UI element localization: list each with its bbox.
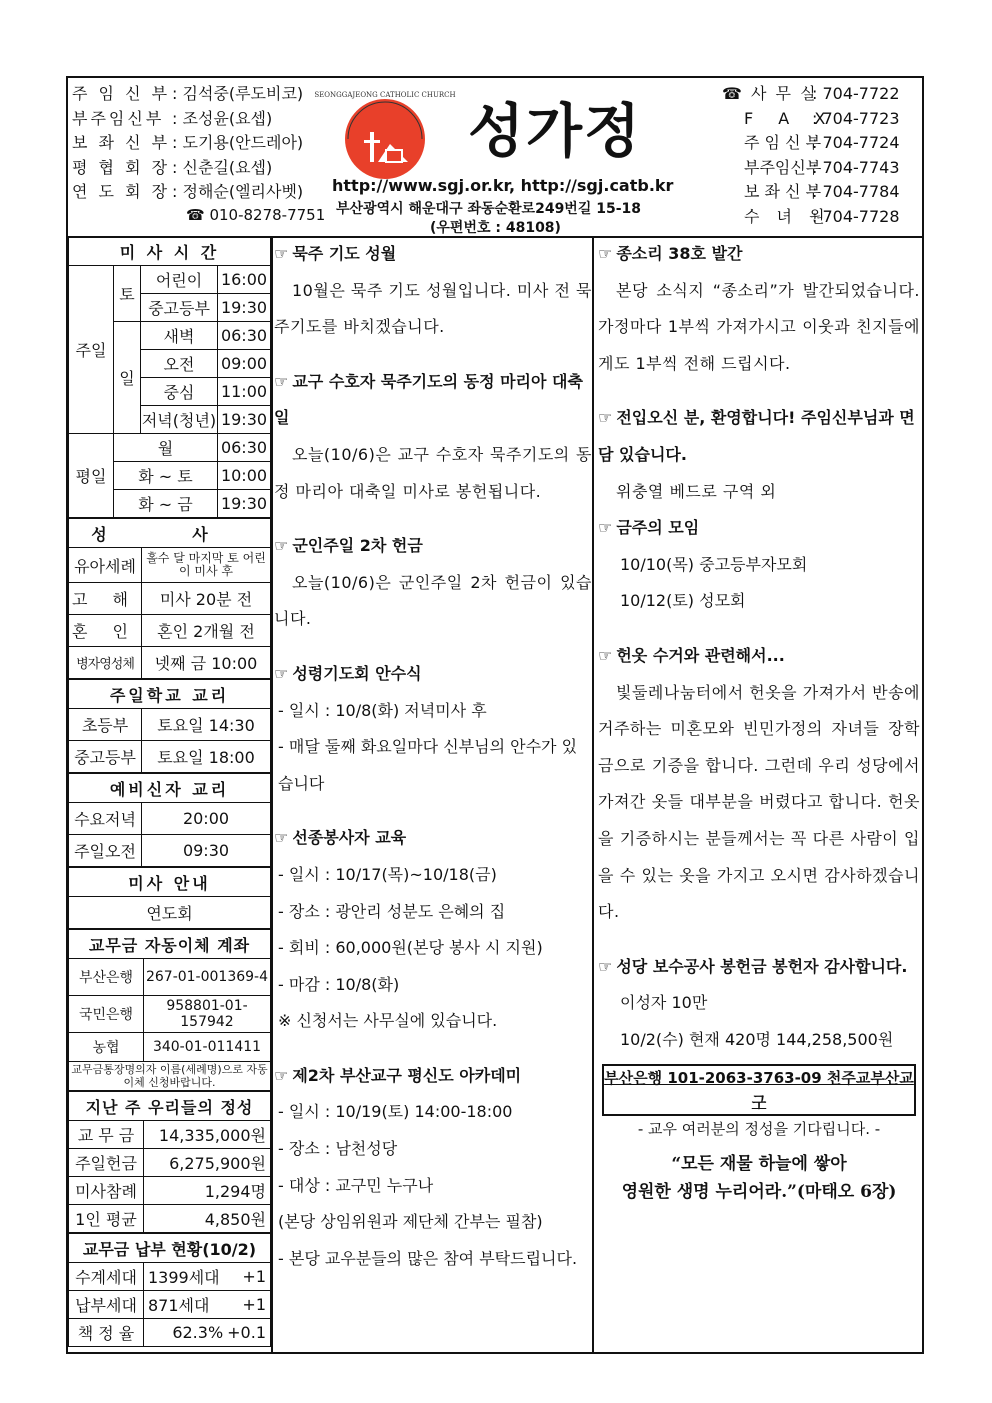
mass-name: 새벽	[141, 322, 218, 350]
notice-heading	[274, 364, 592, 437]
notice-title: 성당 보수공사 봉헌금 봉헌자 감사합니다.	[616, 956, 908, 976]
sun-label: 일	[114, 322, 141, 434]
notice-body: 빛둘레나눔터에서 헌옷을 가져가서 반송에 거주하는 미혼모와 빈민가정의 자녀들 장학금으로 기증을 합니다. 그런데 우리 성당에서 가져간 옷들 대부분을 버렸다고 합니다. 헌옷을 기증하시는 분들께서는 꼭 다른 사람이 입을 수 있는 옷을 가지고 오시면 감사하겠습니다.	[598, 682, 920, 922]
pointing-hand-icon: ☞	[274, 828, 289, 848]
notice-bullet: 10/12(토) 성모회	[620, 591, 746, 611]
offering-name: 1인 평균	[69, 1205, 144, 1233]
notice-body: 오늘(10/6)은 군인주일 2차 헌금이 있습니다.	[274, 572, 592, 629]
bank-name: 농협	[69, 1033, 144, 1062]
sunday-school-title: 주일학교 교리	[69, 680, 271, 709]
pointing-hand-icon: ☞	[274, 1065, 289, 1085]
pointing-hand-icon: ☞	[598, 408, 613, 428]
notice-body: 오늘(10/6)은 교구 수호자 묵주기도의 동정 마리아 대축일 미사로 봉헌됩니다.	[274, 444, 592, 501]
notice-bullet: - 장소 : 남천성당	[278, 1139, 398, 1159]
contact-label: ☎ 사 무 실	[722, 84, 818, 103]
mass-name: 중심	[141, 378, 218, 406]
mass-schedule-table	[68, 236, 271, 518]
mobile-phone	[186, 206, 325, 224]
mass-name: 화 ~ 토	[114, 462, 218, 490]
notice-bullet: - 본당 교우분들의 많은 참여 부탁드립니다.	[278, 1248, 578, 1268]
offering-name: 주일헌금	[69, 1149, 144, 1177]
staff-row: 부주임신부 : 조성윤(요셉)	[72, 107, 303, 132]
sunday-label: 주일	[69, 266, 114, 434]
offering-value: 6,275,900원	[144, 1149, 271, 1177]
catechumen-name: 주일오전	[69, 835, 142, 867]
pointing-hand-icon: ☞	[274, 536, 289, 556]
staff-label: 부주임신부	[72, 108, 165, 128]
notice-bullet: ※ 신청서는 사무실에 있습니다.	[278, 1011, 498, 1031]
contact-value: : 704-7722	[812, 84, 900, 103]
mass-time: 09:00	[218, 350, 271, 378]
zip-code: (우편번호 : 48108)	[430, 220, 561, 236]
mass-name: 저녁(청년)	[141, 406, 218, 434]
staff-label: 보 좌 신 부	[72, 133, 171, 152]
bible-quote	[598, 1150, 920, 1206]
offering-name: 미사참례	[69, 1177, 144, 1205]
school-time: 토요일 14:30	[142, 709, 271, 741]
quote-line: “모든 재물 하늘에 쌓아	[671, 1154, 847, 1175]
notice-bullet: - 일시 : 10/17(목)~10/18(금)	[278, 864, 497, 884]
right-column	[598, 236, 920, 1206]
contact-row	[722, 156, 900, 181]
mass-name: 어린이	[141, 266, 218, 294]
contact-list	[722, 82, 900, 229]
notice-title: 묵주 기도 성월	[292, 244, 397, 263]
notice-title: 교구 수호자 묵주기도의 동정 마리아 대축일	[274, 371, 583, 428]
notice-bullet: 이성자 10만	[620, 993, 708, 1013]
notice-heading	[598, 400, 920, 473]
staff-row: 주 임 신 부 : 김석중(루도비코)	[72, 82, 303, 107]
weekday-label: 평일	[69, 434, 114, 518]
notice-heading	[598, 638, 920, 675]
address: 부산광역시 해운대구 좌동순환로249번길 15-18	[336, 201, 642, 217]
pointing-hand-icon: ☞	[598, 956, 613, 976]
mass-time: 06:30	[218, 434, 271, 462]
sacrament-name: 혼 인	[69, 615, 142, 647]
transfer-note: 교무금통장명의자 이름(세례명)으로 자동이체 신청바랍니다.	[69, 1062, 271, 1091]
sacrament-name: 고 해	[69, 583, 142, 615]
staff-value: 도기용(안드레아)	[182, 133, 304, 152]
notice-heading	[598, 236, 920, 273]
catechumen-name: 수요저녁	[69, 803, 142, 835]
sacrament-value: 넷째 금 10:00	[142, 647, 271, 679]
contact-value: : 704-7723	[812, 108, 900, 128]
notice-bullet: - 회비 : 60,000원(본당 봉사 시 지원)	[278, 938, 543, 958]
catechumen-table	[68, 773, 271, 867]
contact-row	[722, 205, 900, 230]
dues-value: 62.3%	[144, 1319, 228, 1347]
mass-name: 중고등부	[141, 294, 218, 322]
transfer-title: 교무금 자동이체 계좌	[69, 930, 271, 959]
contact-value: : 704-7743	[812, 157, 900, 177]
notice-heading	[274, 820, 592, 857]
sacrament-value: 혼인 2개월 전	[142, 615, 271, 647]
header	[68, 78, 922, 238]
mass-time: 19:30	[218, 294, 271, 322]
donation-note: - 교우 여러분의 정성을 기다립니다. -	[637, 1120, 881, 1139]
dues-value: 1399세대	[144, 1263, 228, 1291]
notice-body: 위충열 베드로 구역 외	[616, 481, 777, 501]
donation-account: 부산은행 101-2063-3763-09 천주교부산교구	[602, 1064, 916, 1116]
staff-row: 연 도 회 장 : 정해순(엘리사벳)	[72, 180, 303, 205]
notice-heading	[274, 1058, 592, 1095]
bank-account: 267-01-001369-4	[144, 959, 271, 996]
sacrament-table	[68, 518, 271, 679]
staff-label: 연 도 회 장	[72, 182, 171, 201]
mass-name: 화 ~ 금	[114, 490, 218, 518]
notice-bullet: - 일시 : 10/8(화) 저녁미사 후	[278, 700, 487, 720]
notice-heading	[274, 656, 592, 693]
notice-title: 제2차 부산교구 평신도 아카데미	[292, 1065, 522, 1085]
notice-heading	[598, 949, 920, 986]
notice-bullet: - 일시 : 10/19(토) 14:00-18:00	[278, 1102, 513, 1122]
mass-time: 19:30	[218, 490, 271, 518]
contact-label: 주 임 신 부	[744, 133, 822, 152]
offering-value: 4,850원	[144, 1205, 271, 1233]
bulletin-frame	[66, 76, 924, 1354]
mass-time: 10:00	[218, 462, 271, 490]
notice-bullet: - 매달 둘째 화요일마다 신부님의 안수가 있습니다	[278, 737, 578, 793]
notice-title: 종소리 38호 발간	[616, 244, 743, 263]
notice-title: 군인주일 2차 헌금	[292, 536, 423, 556]
notice-title: 성령기도회 안수식	[292, 663, 422, 683]
page-title: 성가정	[468, 97, 643, 165]
staff-value: 정해순(엘리사벳)	[182, 182, 304, 201]
contact-row	[722, 180, 900, 205]
staff-list	[72, 82, 303, 205]
bank-account: 958801-01-157942	[144, 996, 271, 1033]
sacrament-name: 유아세례	[69, 548, 142, 583]
notice-heading	[598, 510, 920, 547]
contact-row	[722, 131, 900, 156]
notice-bullet: - 대상 : 교구민 누구나	[278, 1175, 434, 1195]
sat-label: 토	[114, 266, 141, 322]
mass-time: 11:00	[218, 378, 271, 406]
pointing-hand-icon: ☞	[598, 518, 613, 538]
left-column	[68, 236, 273, 1352]
mass-guide-value: 연도회	[69, 897, 271, 929]
pointing-hand-icon: ☞	[274, 244, 289, 263]
pointing-hand-icon: ☞	[598, 244, 613, 263]
bank-account: 340-01-011411	[144, 1033, 271, 1062]
staff-row: 보 좌 신 부 : 도기용(안드레아)	[72, 131, 303, 156]
contact-label: F A X	[744, 108, 836, 128]
notice-bullet: - 장소 : 광안리 성분도 은혜의 집	[278, 901, 506, 921]
contact-value: : 704-7784	[812, 182, 900, 201]
mass-title: 미 사 시 간	[69, 237, 271, 266]
offering-table	[68, 1091, 271, 1233]
mass-time: 19:30	[218, 406, 271, 434]
school-name: 중고등부	[69, 741, 142, 773]
dues-delta: +1	[227, 1263, 270, 1291]
contact-label: 부주임신부	[744, 157, 822, 177]
middle-column	[274, 236, 594, 1352]
quote-line: 영원한 생명 누리어라.”(마태오 6장)	[621, 1182, 897, 1203]
dues-table	[68, 1233, 271, 1347]
mass-guide-table	[68, 867, 271, 929]
notice-body: 10월은 묵주 기도 성월입니다. 미사 전 묵주기도를 바치겠습니다.	[274, 280, 592, 337]
notice-bullet: 10/10(목) 중고등부자모회	[620, 554, 808, 574]
staff-label: 평 협 회 장	[72, 157, 171, 177]
contact-value: : 704-7728	[812, 206, 900, 226]
sacrament-value: 미사 20분 전	[142, 583, 271, 615]
pointing-hand-icon: ☞	[598, 645, 613, 665]
dues-title: 교무금 납부 현황(10/2)	[69, 1234, 271, 1263]
offering-title: 지난 주 우리들의 정성	[69, 1092, 271, 1121]
notice-bullet: - 마감 : 10/8(화)	[278, 974, 400, 994]
school-name: 초등부	[69, 709, 142, 741]
mass-time: 16:00	[218, 266, 271, 294]
logo-text: SEONGGAJEONG CATHOLIC CHURCH	[314, 91, 456, 99]
dues-value: 871세대	[144, 1291, 228, 1319]
website-url[interactable]: http://www.sgj.or.kr, http://sgj.catb.kr	[332, 176, 674, 195]
notice-bullet: 10/2(수) 현재 420명 144,258,500원	[620, 1029, 894, 1049]
dues-name: 납부세대	[69, 1291, 144, 1319]
dues-name: 책 정 율	[69, 1319, 144, 1347]
sacrament-value: 홀수 달 마지막 토 어린이 미사 후	[142, 548, 271, 583]
contact-label: 보 좌 신 부	[744, 182, 822, 201]
staff-value: 신춘길(요셉)	[182, 157, 273, 177]
staff-value: 김석중(루도비코)	[182, 84, 304, 103]
sunday-school-table	[68, 679, 271, 773]
mass-name: 월	[114, 434, 218, 462]
mass-time: 06:30	[218, 322, 271, 350]
notice-title: 전입오신 분, 환영합니다! 주임신부님과 면담 있습니다.	[598, 408, 915, 464]
offering-name: 교 무 금	[69, 1121, 144, 1149]
staff-row: 평 협 회 장 : 신춘길(요셉)	[72, 156, 303, 181]
mobile-number: 010-8278-7751	[209, 206, 326, 224]
mass-name: 오전	[141, 350, 218, 378]
catechumen-time: 20:00	[142, 803, 271, 835]
notice-heading	[274, 236, 592, 273]
notice-title: 헌옷 수거와 관련해서...	[616, 645, 785, 665]
contact-row	[722, 82, 900, 107]
mass-guide-title: 미사 안내	[69, 868, 271, 897]
transfer-table	[68, 929, 271, 1091]
notice-title: 금주의 모임	[616, 518, 700, 538]
pointing-hand-icon: ☞	[274, 663, 289, 683]
notice-heading	[274, 528, 592, 565]
dues-delta: +1	[227, 1291, 270, 1319]
dues-delta: +0.1	[227, 1319, 270, 1347]
catechumen-title: 예비신자 교리	[69, 774, 271, 803]
notice-title: 선종봉사자 교육	[292, 828, 407, 848]
notice-bullet: (본당 상임위원과 제단체 간부는 필참)	[278, 1212, 543, 1232]
bank-name: 부산은행	[69, 959, 144, 996]
notice-body: 본당 소식지 “종소리”가 발간되었습니다. 가정마다 1부씩 가져가시고 이웃과 친지들에게도 1부씩 전해 드립시다.	[598, 280, 920, 373]
pointing-hand-icon: ☞	[274, 371, 289, 391]
offering-value: 1,294명	[144, 1177, 271, 1205]
contact-label: 수 녀 원	[744, 206, 831, 226]
sacrament-name: 병자영성체	[69, 647, 142, 679]
contact-value: : 704-7724	[812, 133, 900, 152]
school-time: 토요일 18:00	[142, 741, 271, 773]
staff-label: 주 임 신 부	[72, 84, 171, 103]
bank-name: 국민은행	[69, 996, 144, 1033]
dues-name: 수계세대	[69, 1263, 144, 1291]
phone-icon: ☎	[186, 206, 210, 224]
offering-value: 14,335,000원	[144, 1121, 271, 1149]
catechumen-time: 09:30	[142, 835, 271, 867]
sacrament-title: 성 사	[69, 519, 271, 548]
staff-value: 조성윤(요셉)	[182, 108, 273, 128]
contact-row	[722, 107, 900, 132]
